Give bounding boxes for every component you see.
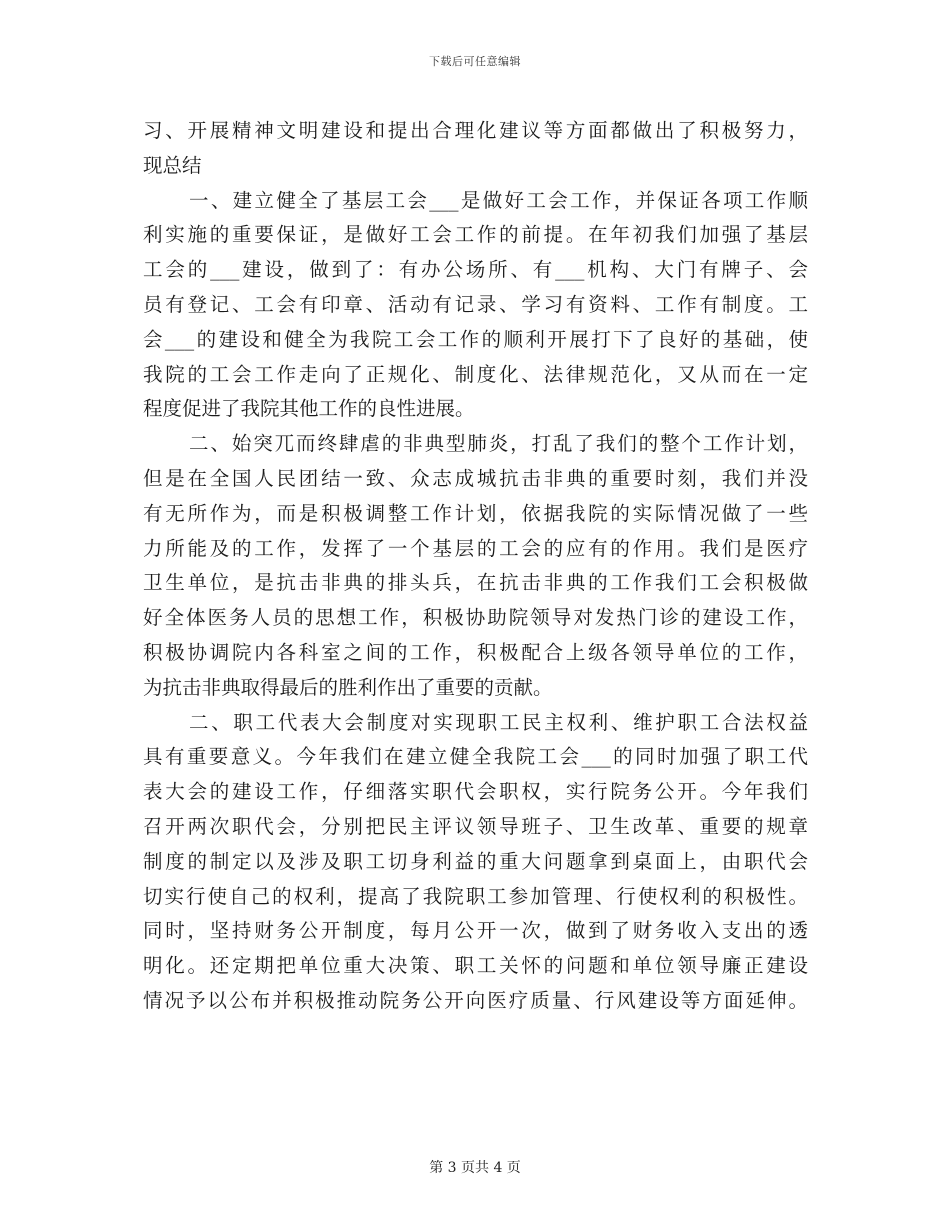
text-line: 程度促进了我院其他工作的良性进展。: [143, 397, 475, 421]
paragraph-first-line: 二、职工代表大会制度对实现职工民主权利、维护职工合法权益: [189, 710, 808, 734]
text-line: 员有登记、工会有印章、活动有记录、学习有资料、工作有制度。工: [143, 292, 808, 316]
text-line: 有无所作为，而是积极调整工作计划，依据我院的实际情况做了一些: [143, 501, 808, 525]
text-line: 我院的工会工作走向了正规化、制度化、法律规范化，又从而在一定: [143, 362, 808, 386]
text-line: 习、开展精神文明建设和提出合理化建议等方面都做出了积极努力，: [143, 119, 808, 142]
document-body: [143, 114, 808, 1019]
text-line: 利实施的重要保证，是做好工会工作的前提。在年初我们加强了基层: [143, 223, 808, 247]
text-line: 好全体医务人员的思想工作，积极协助院领导对发热门诊的建设工作，: [143, 606, 808, 630]
text-line: 切实行使自己的权利，提高了我院职工参加管理、行使权利的积极性。: [143, 884, 808, 908]
text-line: 制度的制定以及涉及职工切身利益的重大问题拿到桌面上，由职代会: [143, 849, 808, 873]
paragraph-first-line: 一、建立健全了基层工会___是做好工会工作，并保证各项工作顺: [189, 188, 808, 212]
text-line: 具有重要意义。今年我们在建立健全我院工会___的同时加强了职工代: [143, 745, 808, 769]
page-footer: 第 3 页共 4 页: [429, 1160, 521, 1176]
text-line: 但是在全国人民团结一致、众志成城抗击非典的重要时刻，我们并没: [143, 466, 808, 490]
text-line: 工会的___建设，做到了：有办公场所、有___机构、大门有牌子、会: [143, 258, 808, 282]
text-line: 同时，坚持财务公开制度，每月公开一次，做到了财务收入支出的透: [143, 919, 808, 943]
text-line: 表大会的建设工作，仔细落实职代会职权，实行院务公开。今年我们: [143, 780, 808, 804]
text-line: 力所能及的工作，发挥了一个基层的工会的应有的作用。我们是医疗: [143, 536, 808, 560]
text-line: 卫生单位，是抗击非典的排头兵，在抗击非典的工作我们工会积极做: [143, 571, 808, 595]
text-line: 召开两次职代会，分别把民主评议领导班子、卫生改革、重要的规章: [143, 814, 808, 838]
text-line: 会___的建设和健全为我院工会工作的顺利开展打下了良好的基础，使: [143, 327, 808, 351]
paragraph-first-line: 二、始突兀而终肆虐的非典型肺炎，打乱了我们的整个工作计划，: [189, 432, 808, 456]
text-line: 情况予以公布并积极推动院务公开向医疗质量、行风建设等方面延伸。: [143, 988, 808, 1012]
text-line: 为抗击非典取得最后的胜利作出了重要的贡献。: [143, 675, 553, 699]
page-header: 下载后可任意编辑: [429, 55, 521, 68]
text-line: 现总结: [143, 153, 202, 177]
text-line: 明化。还定期把单位重大决策、职工关怀的问题和单位领导廉正建设: [143, 954, 808, 978]
text-line: 积极协调院内各科室之间的工作，积极配合上级各领导单位的工作，: [143, 640, 808, 664]
